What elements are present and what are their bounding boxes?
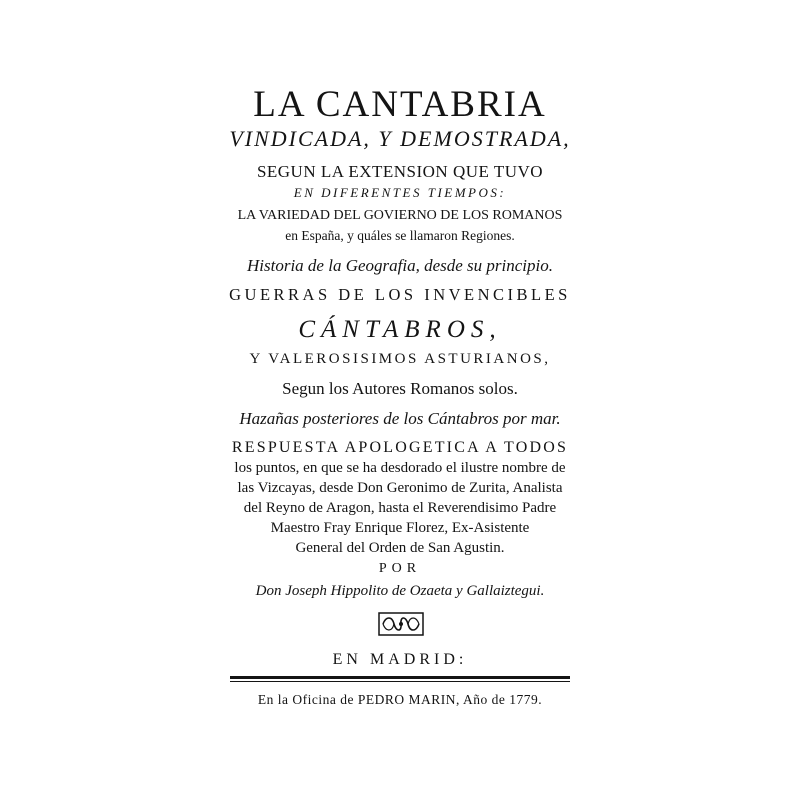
book-subtitle: VINDICADA, Y DEMOSTRADA, [229,126,571,151]
imprint-place: EN MADRID: [332,651,468,668]
respuesta-line: RESPUESTA APOLOGETICA A TODOS [231,439,569,456]
respuesta-line: los puntos, en que se ha desdorado el ilustre nombre de [234,460,566,476]
imprint-line: En la Oficina de PEDRO MARIN, Año de 1779. [257,692,543,707]
subtitle-line-4: EN DIFERENTES TIEMPOS: [293,185,507,200]
printer-ornament-icon [378,612,424,636]
subtitle-line-5: LA VARIEDAD DEL GOVIERNO DE LOS ROMANOS [237,208,563,223]
por-label: POR [378,561,422,576]
imprint-rule-thin [230,681,570,682]
subtitle-line-7: Historia de la Geografia, desde su principio. [247,256,553,275]
subtitle-line-12: Hazañas posteriores de los Cántabros por mar. [239,409,561,428]
book-title: LA CANTABRIA [253,84,547,125]
author-name: Don Joseph Hippolito de Ozaeta y Gallaiztegui. [255,583,545,599]
subtitle-line-6: en España, y quáles se llamaron Regiones. [285,228,515,243]
subtitle-line-11: Segun los Autores Romanos solos. [282,379,518,398]
respuesta-line: General del Orden de San Agustin. [295,540,505,556]
imprint-rule-thick [230,676,570,679]
subtitle-line-3: SEGUN LA EXTENSION QUE TUVO [256,162,544,181]
respuesta-line: del Reyno de Aragon, hasta el Reverendisimo Padre [243,500,557,516]
respuesta-line: Maestro Fray Enrique Florez, Ex-Asistente [270,520,530,536]
subtitle-line-10: Y VALEROSISIMOS ASTURIANOS, [249,351,551,367]
subtitle-line-8: GUERRAS DE LOS INVENCIBLES [229,285,571,304]
subtitle-line-9: CÁNTABROS, [298,316,502,343]
respuesta-line: las Vizcayas, desde Don Geronimo de Zurita, Analista [237,480,563,496]
